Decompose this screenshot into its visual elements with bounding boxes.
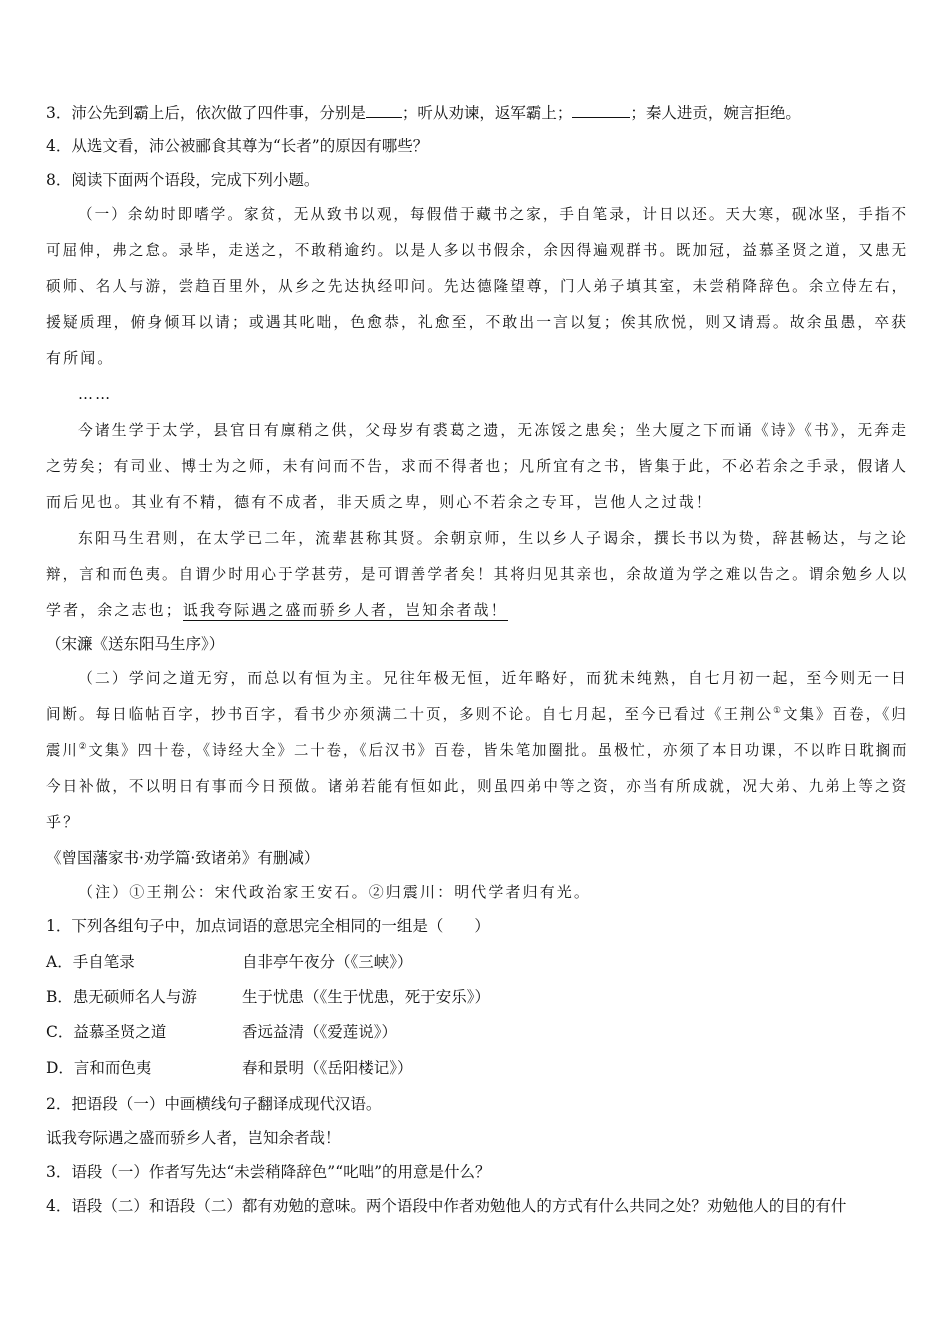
answer-blank-1[interactable] [366,103,402,118]
passage-1-line: （一）余幼时即嗜学。家贫，无从致书以观，每假借于藏书之家，手自笔录，计日以还。天大寒，砚冰坚，手指不 [78,205,909,223]
underlined-sentence: 诋我夸际遇之盛而骄乡人者，岂知余者哉！ [182,601,508,619]
passage-1-line: 硕师、名人与游，尝趋百里外，从乡之先达执经叩问。先达德隆望尊，门人弟子填其室，未尝稍降辞色。余立侍左右， [46,277,909,295]
passage-1-line: 东阳马生君则，在太学已二年，流辈甚称其贤。余朝京师，生以乡人子谒余，撰长书以为贽，辞甚畅达，与之论 [78,529,908,547]
question-4: 4．语段（二）和语段（二）都有劝勉的意味。两个语段中作者劝勉他人的方式有什么共同之处？劝勉他人的目的有什 [46,1197,847,1215]
passage-1-line: 援疑质理，俯身倾耳以请；或遇其叱咄，色愈恭，礼愈至，不敢出一言以复；俟其欣悦，则又请焉。故余虽愚，卒获 [46,313,909,331]
answer-blank-2[interactable] [572,103,630,118]
question-7-4: 4．从选文看，沛公被郦食其尊为“长者”的原因有哪些？ [46,137,429,155]
question-8-intro: 8．阅读下面两个语段，完成下列小题。 [46,171,320,189]
option-pair: 自非亭午夜分（《三峡》） [242,953,413,971]
option-pair: 香远益清（《爱莲说》） [242,1023,398,1041]
option-a[interactable] [46,952,906,972]
passage-2-line [46,740,908,760]
option-c[interactable] [46,1022,906,1042]
footnote-marker-2: ② [78,742,89,752]
passage-2-line: 乎？ [46,813,81,831]
passage-2-line: 今日补做，不以明日有事而今日预做。诸弟若能有恒如此，则虽四弟中等之资，亦当有所成就，况大弟、九弟上等之资 [46,777,909,795]
passage-2-text: 震川 [46,741,79,759]
passage-1-line: 可屈伸，弗之怠。录毕，走送之，不敢稍逾约。以是人多以书假余，余因得遍观群书。既加冠，益慕圣贤之道，又患无 [46,241,909,259]
passage-2-source: 《曾国藩家书·劝学篇·致诸弟》有删减） [46,849,320,867]
option-b[interactable] [46,987,906,1007]
passage-2-text: 文集》百卷，《归 [782,705,908,723]
passage-1-line: 而后见也。其业有不精，德有不成者，非天质之卑，则心不若余之专耳，岂他人之过哉！ [46,493,713,511]
passage-2-note: （注）①王荆公：宋代政治家王安石。②归震川：明代学者归有光。 [78,883,592,901]
passage-2-text: 间断。每日临帖百字，抄书百字，看书少亦须满二十页，多则不论。自七月起，至今已看过《王荆公 [46,705,774,723]
q7-3-suffix: ；秦人进贡，婉言拒绝。 [630,104,801,122]
passage-1-line: 之劳矣；有司业、博士为之师，未有问而不告，求而不得者也；凡所宜有之书，皆集于此，不必若余之手录，假诸人 [46,457,909,475]
passage-1-last-plain: 学者，余之志也； [46,601,183,619]
passage-1-line: 辩，言和而色夷。自谓少时用心于学甚劳，是可谓善学者矣！其将归见其亲也，余故道为学之难以告之。谓余勉乡人以 [46,565,909,583]
option-d[interactable] [46,1058,906,1078]
footnote-marker-1: ① [773,706,783,716]
question-1: 1．下列各组句子中，加点词语的意思完全相同的一组是（ ） [46,917,490,935]
passage-2-line: （二）学问之道无穷，而总以有恒为主。兄往年极无恒，近年略好，而犹未纯熟，自七月初一起，至今则无一日 [78,669,908,687]
ellipsis: …… [78,385,113,403]
passage-1-line: 有所闻。 [46,349,115,367]
question-7-3 [46,103,801,123]
passage-1-line: 今诸生学于太学，县官日有廪稍之供，父母岁有裘葛之遗，无冻馁之患矣；坐大厦之下而诵《诗》《书》，无奔走 [78,421,909,439]
option-label: A．手自笔录 [46,953,135,971]
q7-3-mid: ；听从劝谏，返军霸上； [401,104,573,122]
option-label: C．益慕圣贤之道 [46,1023,167,1041]
option-pair: 春和景明（《岳阳楼记》） [242,1059,413,1077]
q7-3-prefix: 3．沛公先到霸上后，依次做了四件事，分别是 [46,104,366,122]
option-label: D．言和而色夷 [46,1059,152,1077]
option-pair: 生于忧患（《生于忧患，死于安乐》） [242,988,491,1006]
passage-1-source: （宋濂《送东阳马生序》） [46,635,225,653]
question-2-sentence: 诋我夸际遇之盛而骄乡人者，岂知余者哉！ [46,1129,341,1147]
option-label: B．患无硕师名人与游 [46,988,197,1006]
passage-1-last-line [46,600,508,620]
question-2: 2．把语段（一）中画横线句子翻译成现代汉语。 [46,1095,382,1113]
question-3: 3．语段（一）作者写先达“未尝稍降辞色”“叱咄”的用意是什么？ [46,1163,491,1181]
passage-2-text: 文集》四十卷，《诗经大全》二十卷，《后汉书》百卷，皆朱笔加圈批。虽极忙，亦须了本日功课，不以昨日耽搁而 [88,741,909,759]
passage-2-line [46,704,908,724]
